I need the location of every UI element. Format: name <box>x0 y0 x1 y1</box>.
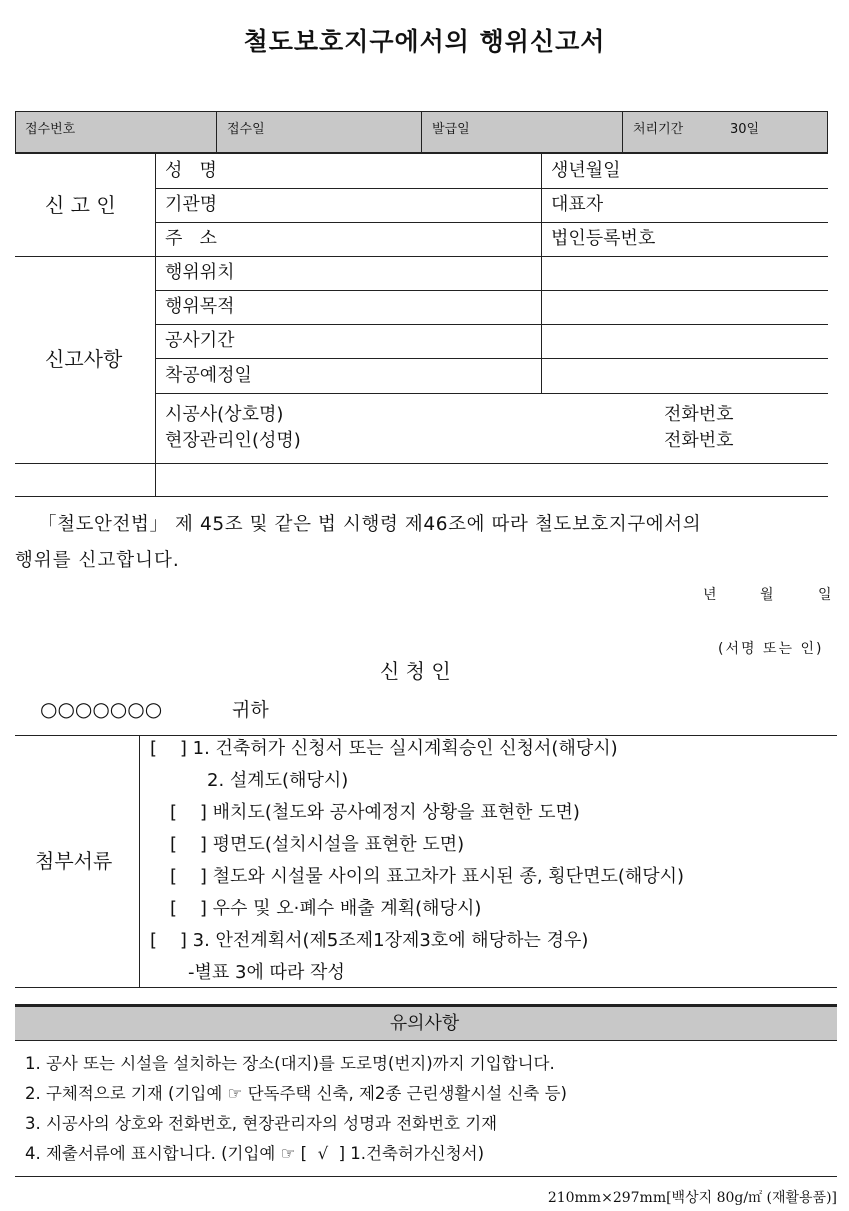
organization-field-label[interactable]: 기관명 <box>165 194 218 215</box>
attachment-item-5[interactable]: [ ] 철도와 시설물 사이의 표고차가 표시된 종, 횡단면도(해당시) <box>170 866 685 887</box>
attachment-item-2: 2. 설계도(해당시) <box>207 770 349 791</box>
attachment-item-3[interactable]: [ ] 배치도(철도와 공사예정지 상황을 표현한 도면) <box>170 802 580 823</box>
manager-field-label[interactable]: 현장관리인(성명) <box>165 430 301 451</box>
note-item-4: 4. 제출서류에 표시합니다. (기입예 ☞ [ √ ] 1.건축허가신청서) <box>25 1144 485 1163</box>
contractor-field-label[interactable]: 시공사(상호명) <box>165 404 284 425</box>
representative-field-label[interactable]: 대표자 <box>551 194 604 215</box>
issue-date-label: 발급일 <box>432 122 470 137</box>
purpose-field-label[interactable]: 행위목적 <box>165 296 235 317</box>
issue-date-cell[interactable] <box>422 112 623 152</box>
receipt-number-cell[interactable] <box>15 112 217 152</box>
recipient-name: ○○○○○○○ <box>40 697 163 721</box>
manager-phone-label[interactable]: 전화번호 <box>664 430 734 451</box>
notes-header: 유의사항 <box>389 1013 460 1034</box>
construction-period-field-label[interactable]: 공사기간 <box>165 330 235 351</box>
statement-line-1: 「철도안전법」 제 45조 및 같은 법 시행령 제46조에 따라 철도보호지구에서의 <box>38 514 702 535</box>
birth-date-field-label[interactable]: 생년월일 <box>551 160 621 181</box>
applicant-section-label: 신 고 인 <box>45 193 116 217</box>
attachments-section-label: 첨부서류 <box>35 849 113 873</box>
attachment-item-4[interactable]: [ ] 평면도(설치시설을 표현한 도면) <box>170 834 465 855</box>
statement-line-2: 행위를 신고합니다. <box>15 550 180 571</box>
corp-registration-field-label[interactable]: 법인등록번호 <box>551 228 656 249</box>
note-item-2: 2. 구체적으로 기재 (기입예 ☞ 단독주택 신축, 제2종 근린생활시설 신축 등) <box>25 1084 567 1103</box>
location-field-label[interactable]: 행위위치 <box>165 262 235 283</box>
contractor-phone-label[interactable]: 전화번호 <box>664 404 734 425</box>
date-year-label[interactable]: 년 <box>703 587 717 603</box>
date-month-label[interactable]: 월 <box>760 587 774 603</box>
attachment-item-7[interactable]: [ ] 3. 안전계획서(제5조제1장제3호에 해당하는 경우) <box>150 930 589 951</box>
processing-period-label: 처리기간 <box>633 122 684 137</box>
form-title: 철도보호지구에서의 행위신고서 <box>243 27 606 56</box>
receipt-date-cell[interactable] <box>217 112 422 152</box>
address-field-label[interactable]: 주 소 <box>165 228 217 249</box>
processing-period-cell <box>623 112 828 152</box>
note-item-3: 3. 시공사의 상호와 전화번호, 현장관리자의 성명과 전화번호 기재 <box>25 1114 498 1133</box>
attachment-item-1[interactable]: [ ] 1. 건축허가 신청서 또는 실시계획승인 신청서(해당시) <box>150 738 618 759</box>
paper-spec-footer: 210mm×297mm[백상지 80g/㎡ (재활용품)] <box>547 1190 837 1206</box>
attachment-item-8: -별표 3에 따라 작성 <box>188 962 345 983</box>
note-item-1: 1. 공사 또는 시설을 설치하는 장소(대지)를 도로명(번지)까지 기입합니다. <box>25 1054 555 1073</box>
applicant-signature-label: 신 청 인 <box>380 659 451 683</box>
attachment-item-6[interactable]: [ ] 우수 및 오·폐수 배출 계획(해당시) <box>170 898 482 919</box>
recipient-honorific: 귀하 <box>232 699 269 721</box>
report-section-label: 신고사항 <box>45 347 123 371</box>
name-field-label[interactable]: 성 명 <box>165 160 217 181</box>
date-day-label[interactable]: 일 <box>818 587 832 603</box>
receipt-date-label: 접수일 <box>227 122 265 137</box>
processing-period-value: 30일 <box>730 122 760 137</box>
start-date-field-label[interactable]: 착공예정일 <box>165 365 252 386</box>
receipt-number-label: 접수번호 <box>25 122 76 137</box>
signature-note[interactable]: (서명 또는 인) <box>718 641 824 657</box>
